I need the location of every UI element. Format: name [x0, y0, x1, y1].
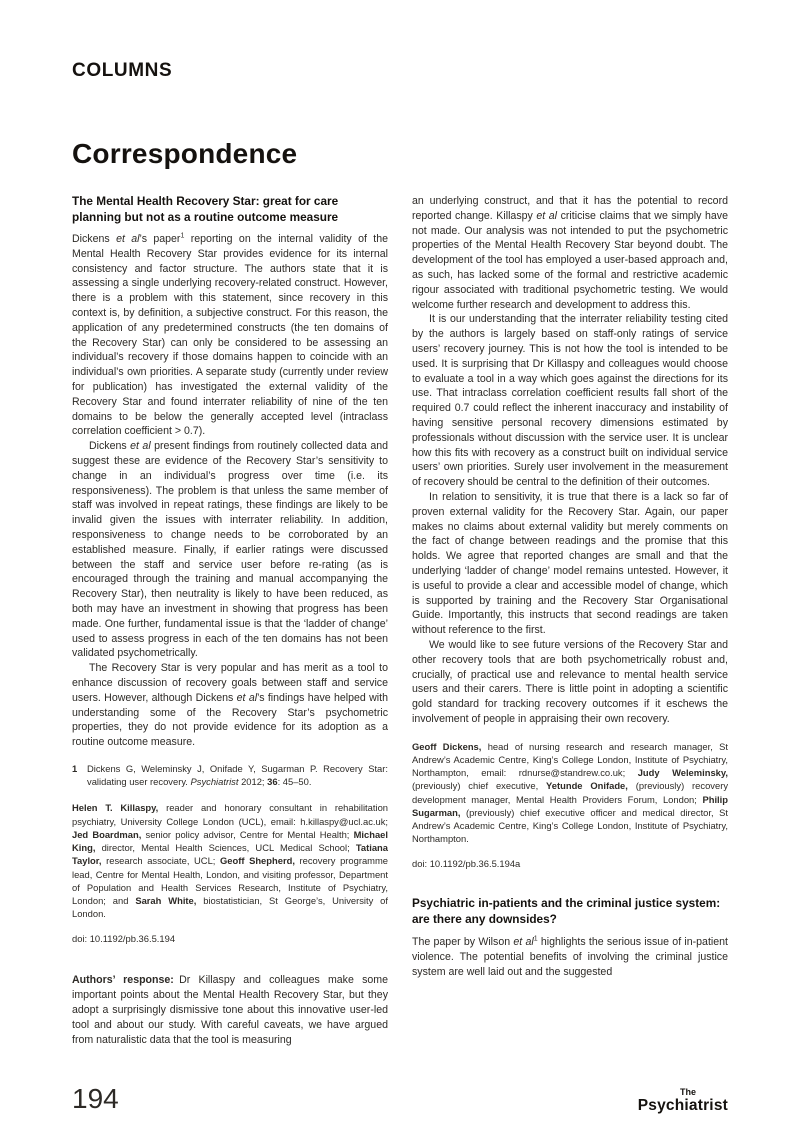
response-paragraph-3: In relation to sensitivity, it is true that there is a lack so far of proven external validity for the Recovery Star. Again, our paper makes no claims about external validity but merely comments on the fact of change between readings and the promise that this holds. We agree that reported changes are small and that the underlying ‘ladder of change’ model remains untested. However, it is useful to provide a clear and accessible model of change, which is supported by training and the Recovery Star Organisational Guide. Importantly, this instructs that second readings are taken without reference to the first.	[412, 490, 728, 637]
page-number: 194	[72, 1083, 119, 1114]
journal-logo-the: The	[679, 1086, 696, 1097]
section-header: COLUMNS	[72, 60, 173, 81]
journal-logo-name: Psychiatrist	[637, 1096, 728, 1114]
response-paragraph-1: an underlying construct, and that it has the potential to record reported change. Killaspy et al criticise claims that we simply have not made. Our analysis was not intended to put the psychometric properties of the Mental Health Recovery Star beyond doubt. The development of the tool has employed a user-based approach and, as such, has lacked some of the formal and restrictive academic rigour associated with traditional psychometric testing. We would welcome further research and development to address this.	[412, 195, 728, 311]
response-paragraph-4: We would like to see future versions of the Recovery Star and other recovery tools that are both psychometrically robust and, crucially, of practical use and relevance to mental health service users and their carers. There is little point in adopting a scientific gold standard for tracking recovery outcomes if it eschews the involvement of people in appraising their own recovery.	[412, 638, 728, 725]
article1-doi: doi: 10.1192/pb.36.5.194	[72, 933, 176, 945]
authors-response-paragraph: Authors’ response: Dr Killaspy and colleagues make some important points about the Mental Health Recovery Star, but they adopt a surprisingly dismissive tone about this innovative user-led tool and about our study. With careful caveats, we have argued from naturalistic data that the tool is measuring	[72, 974, 388, 1046]
article2-title: Psychiatric in-patients and the criminal justice system: are there any downsides?	[412, 896, 721, 926]
page-footer	[72, 1085, 728, 1113]
article1-author-affiliations: Helen T. Killaspy, reader and honorary consultant in rehabilitation psychiatry, University College London (UCL), email: h.killaspy@ucl.ac.uk; Jed Boardman, senior policy advisor, Centre for Mental Health; Michael King, director, Mental Health Sciences, UCL Medical School; Tatiana Taylor, research associate, UCL; Geoff Shepherd, recovery programme lead, Centre for Mental Health, London, and visiting professor, Department of Population and Health Services Research, Institute of Psychiatry, London; and Sarah White, biostatistician, St George’s, University of London.	[72, 802, 389, 920]
reference-text: Dickens G, Weleminsky J, Onifade Y, Sugarman P. Recovery Star: validating user recovery. Psychiatrist 2012; 36: 45–50.	[87, 762, 388, 787]
response-doi: doi: 10.1192/pb.36.5.194a	[412, 858, 521, 870]
page-title: Correspondence	[72, 138, 298, 169]
article1-title: The Mental Health Recovery Star: great for care planning but not as a routine outcome measure	[72, 194, 339, 224]
article1-paragraph-2: Dickens et al present findings from routinely collected data and suggest these are evidence of the Recovery Star’s sensitivity to change in an individual’s progress over time (i.e. its responsiveness). The problem is that unless the same member of staff was involved in repeat ratings, these findings are likely to be invalid given the issues with interrater reliability. In addition, responsiveness to change needs to be corroborated by an established measure. Finally, if earlier ratings were discussed between the staff and service user before re-rating (as is encouraged through the training and manual accompanying the Recovery Star), then neutrality is likely to have been reduced, as both may have an investment in showing that progress has been made. One further, fundamental issue is that the ‘ladder of change’ used to assess progress in each of the ten domains has not been validated psychometrically.	[72, 440, 388, 660]
response-paragraph-2: It is our understanding that the interrater reliability testing cited by the authors is largely based on staff-only ratings of service users’ recovery journey. This is not how the tool is intended to be used. It is surprising that Dr Killaspy and colleagues would choose to evaluate a tool in a way which goes against the directions for its use. That intraclass correlation coefficient results fall short of the required 0.7 could reflect the inherent inaccuracy and instability of having sensitive personal recovery dimensions estimated by professionals without discussion with the service user. It is unclear how this fits with recovery as a construct built on individual service users’ own priorities. Surely user involvement in the measurement of recovery should be central to the definition of their outcomes.	[412, 313, 728, 489]
article2-paragraph-1: The paper by Wilson et $al^1$ highlights the serious issue of in-patient violence. The potential benefits of involving the criminal justice system are well laid out and the suggested	[412, 935, 728, 978]
journal-logo	[638, 1088, 728, 1114]
right-column	[412, 194, 728, 1047]
reference-number: 1	[72, 762, 78, 774]
response-author-affiliations: Geoff Dickens, head of nursing research and research manager, St Andrew’s Academic Centre, King’s College London, Institute of Psychiatry, Northampton, email: rdnurse@standrew.co.uk; Judy Weleminsky, (previously) chief executive, Yetunde Onifade, (previously) recovery development manager, Mental Health Providers Forum, London; Philip Sugarman, (previously) chief executive officer and medical director, St Andrew’s Academic Centre, King’s College London, Institute of Psychiatry, Northampton.	[412, 740, 729, 845]
article1-paragraph-1: Dickens et al’s paper$^1$ reporting on the internal validity of the Mental Health Recovery Star provides evidence for its internal consistency and factor structure. The authors state that it is assessing a single underlying recovery-related construct. However, there is a problem with this statement, since recovery in this context is, by definition, a subjective construct. For this reason, the application of any predetermined constructs (the ten domains of the Recovery Star) can only be considered to be assessing an individual’s recovery if those domains happen to coincide with an individual’s own priorities. A separate study (currently under review for publication) has investigated the external validity of the Recovery Star and found interrater reliability of nine of the ten domains to be below the generally accepted level (intraclass correlation coefficient > 0.7).	[72, 232, 389, 438]
two-column-layout	[72, 194, 728, 1047]
reference-item	[72, 763, 388, 789]
left-column	[72, 194, 388, 1047]
article1-paragraph-3: The Recovery Star is very popular and has merit as a tool to enhance discussion of recovery goals between staff and service users. However, although Dickens et al’s findings have helped with understanding some of the Recovery Star’s psychometric properties, they do not provide evidence for its adoption as a routine outcome measure.	[72, 662, 388, 749]
